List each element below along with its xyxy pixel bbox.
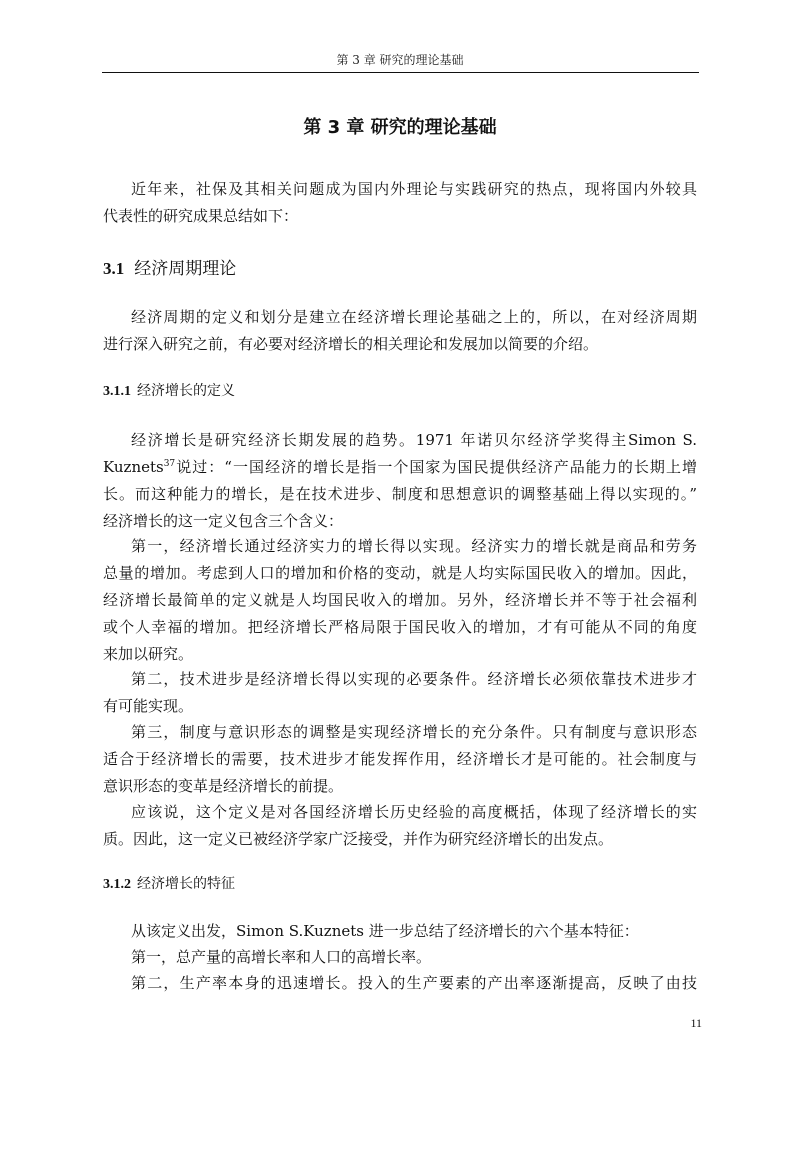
text-line: 总量的增加。考虑到人口的增加和价格的变动，就是人均实际国民收入的增加。因此， (103, 564, 697, 582)
section-heading-3-1 (103, 256, 236, 282)
section-number: 3.1.1 (103, 384, 131, 399)
text-line: 第一，总产量的高增长率和人口的高增长率。 (131, 948, 432, 966)
section-number: 3.1.2 (103, 877, 131, 892)
text-line: 第一，经济增长通过经济实力的增长得以实现。经济实力的增长就是商品和劳务 (131, 537, 697, 555)
author-name: Kuznets (103, 458, 164, 476)
text-line: 经济周期的定义和划分是建立在经济增长理论基础之上的，所以，在对经济周期 (131, 308, 697, 326)
text-line: 经济增长是研究经济长期发展的趋势。1971 年诺贝尔经济学奖得主Simon S. (131, 431, 697, 449)
running-header: 第 3 章 研究的理论基础 (336, 53, 464, 67)
text-line: 近年来，社保及其相关问题成为国内外理论与实践研究的热点，现将国内外较具 (131, 180, 697, 198)
text-line: 质。因此，这一定义已被经济学家广泛接受，并作为研究经济增长的出发点。 (103, 830, 614, 848)
section-title: 经济增长的定义 (137, 383, 235, 399)
text-line: 适合于经济增长的需要，技术进步才能发挥作用，经济增长才是可能的。社会制度与 (103, 750, 697, 768)
text-line: 经济增长的这一定义包含三个含义： (103, 512, 344, 530)
text-line: 有可能实现。 (103, 697, 194, 715)
citation-superscript: 37 (163, 459, 176, 469)
section-heading-3-1-2 (103, 873, 235, 896)
chapter-title: 第 3 章 研究的理论基础 (303, 117, 497, 138)
text-line: 第三，制度与意识形态的调整是实现经济增长的充分条件。只有制度与意识形态 (131, 723, 697, 741)
text-line (103, 454, 697, 481)
section-title: 经济增长的特征 (137, 876, 235, 892)
text-line: 或个人幸福的增加。把经济增长严格局限于国民收入的增加，才有可能从不同的角度 (103, 618, 697, 636)
text-line: 应该说，这个定义是对各国经济增长历史经验的高度概括，体现了经济增长的实 (131, 803, 697, 821)
text-line: 来加以研究。 (103, 645, 194, 663)
text-line: 进行深入研究之前，有必要对经济增长的相关理论和发展加以简要的介绍。 (103, 335, 599, 353)
text-line: 长。而这种能力的增长，是在技术进步、制度和思想意识的调整基础上得以实现的。” (103, 485, 697, 503)
section-number: 3.1 (103, 259, 125, 278)
text-line: 第二，生产率本身的迅速增长。投入的生产要素的产出率逐渐提高，反映了由技 (131, 974, 697, 992)
text-line: 意识形态的变革是经济增长的前提。 (103, 777, 344, 795)
text-line: 经济增长最简单的定义就是人均国民收入的增加。另外，经济增长并不等于社会福利 (103, 591, 697, 609)
quote-text: 说过：“一国经济的增长是指一个国家为国民提供经济产品能力的长期上增 (175, 458, 697, 476)
page-number: 11 (690, 1016, 702, 1030)
section-heading-3-1-1 (103, 380, 235, 403)
text-line: 从该定义出发，Simon S.Kuznets 进一步总结了经济增长的六个基本特征： (131, 922, 639, 940)
text-line: 第二，技术进步是经济增长得以实现的必要条件。经济增长必须依靠技术进步才 (131, 670, 697, 688)
section-title: 经济周期理论 (134, 259, 237, 279)
header-rule (102, 72, 699, 73)
text-line: 代表性的研究成果总结如下： (103, 207, 299, 225)
